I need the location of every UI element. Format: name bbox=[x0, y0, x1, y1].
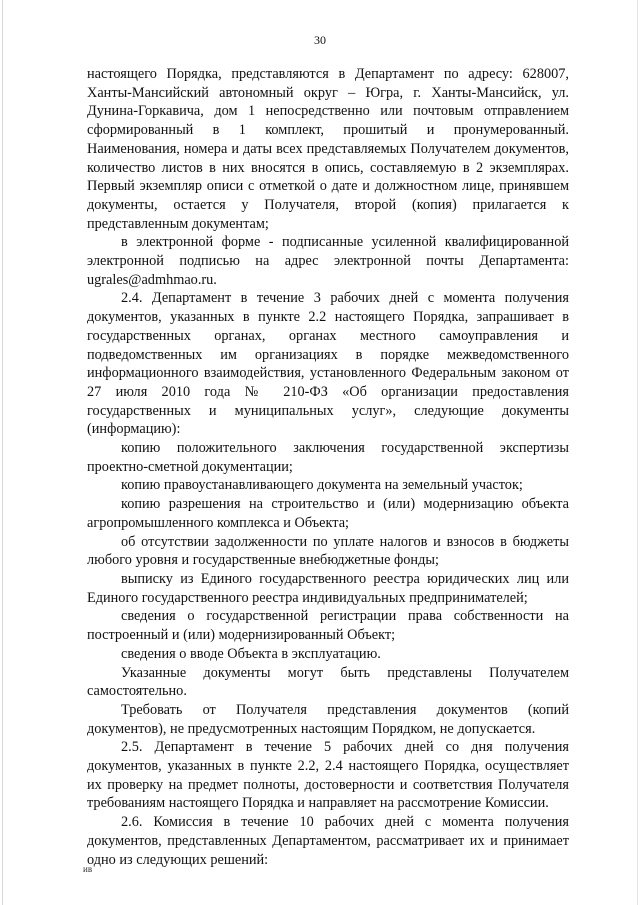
paragraph: выписку из Единого государственного реестра юридических лиц или Единого государственного реестра индивидуальных предпринимателей; bbox=[87, 570, 569, 606]
paragraph: в электронной форме - подписанные усиленной квалифицированной электронной подписью на адрес электронной почты Департамента: ugrales@admhmao.ru. bbox=[87, 234, 569, 288]
scan-edge-left bbox=[2, 0, 3, 905]
document-body bbox=[87, 65, 569, 869]
footer-mark: ив bbox=[83, 864, 93, 874]
paragraph: Указанные документы могут быть представлены Получателем самостоятельно. bbox=[87, 664, 569, 700]
paragraph: сведения о государственной регистрации права собственности на построенный и (или) модернизированный Объект; bbox=[87, 608, 569, 644]
paragraph: копию правоустанавливающего документа на земельный участок; bbox=[121, 477, 523, 494]
paragraph: 2.5. Департамент в течение 5 рабочих дней со дня получения документов, указанных в пункте 2.2, 2.4 настоящего Порядка, осуществляет их проверку на предмет полноты, достоверности и соответствия Получателя требованиям настоящего Порядка и направляет на рассмотрение Комиссии. bbox=[87, 739, 569, 812]
paragraph: копию разрешения на строительство и (или) модернизацию объекта агропромышленного комплекса и Объекта; bbox=[87, 496, 569, 531]
page-number: 30 bbox=[314, 33, 326, 47]
paragraph: Требовать от Получателя представления документов (копий документов), не предусмотренных настоящим Порядком, не допускается. bbox=[87, 701, 569, 737]
paragraph: 2.6. Комиссия в течение 10 рабочих дней с момента получения документов, представленных Департаментом, рассматривает их и принимает одно из следующих решений: bbox=[87, 814, 569, 868]
paragraph: копию положительного заключения государственной экспертизы проектно-сметной документации; bbox=[87, 440, 569, 475]
paragraph: об отсутствии задолженности по уплате налогов и взносов в бюджеты любого уровня и государственные внебюджетные фонды; bbox=[87, 533, 569, 569]
paragraph: настоящего Порядка, представляются в Департамент по адресу: 628007, Ханты-Мансийский автономный округ – Югра, г. Ханты-Мансийск, ул. Дунина-Горкавича, дом 1 непосредственно или почтовым отправлением сформированный в 1 комплект, прошитый и пронумерованный. Наименования, номера и даты всех представляемых Получателем документов, количество листов в них вносятся в опись, составляемую в 2 экземплярах. Первый экземпляр описи с отметкой о дате и должностном лице, принявшем документы, остается у Получателя, второй (копия) прилагается к представленным документам; bbox=[87, 66, 569, 232]
scan-edge-right bbox=[637, 0, 638, 905]
paragraph: 2.4. Департамент в течение 3 рабочих дней с момента получения документов, указанных в пункте 2.2 настоящего Порядка, запрашивает в государственных органах, органах местного самоуправления и подведомственных им организациях в порядке межведомственного информационного взаимодействия, установленного Федеральным законом от 27 июля 2010 года № 210-ФЗ «Об организации предоставления государственных и муниципальных услуг», следующие документы (информацию): bbox=[87, 290, 569, 438]
paragraph: сведения о вводе Объекта в эксплуатацию. bbox=[121, 645, 381, 662]
